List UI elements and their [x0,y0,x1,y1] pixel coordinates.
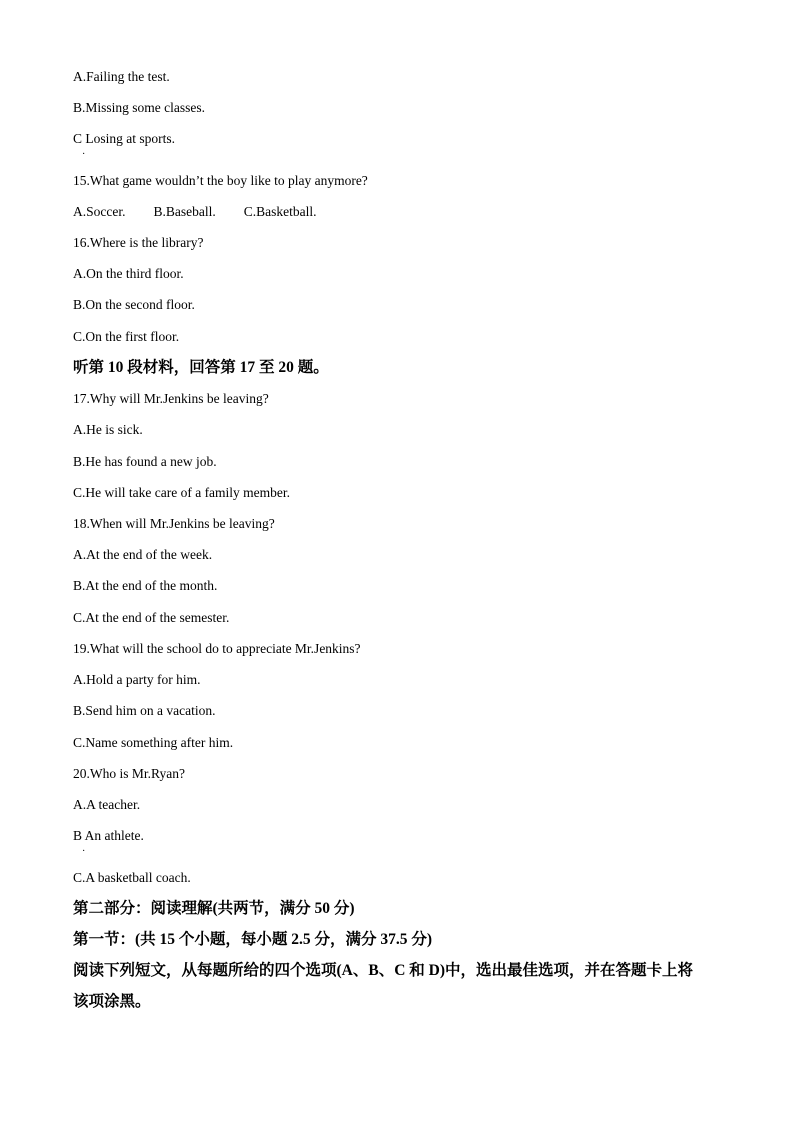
q17-question: 17.Why will Mr.Jenkins be leaving? [73,391,269,406]
q17-option-a: A.He is sick. [73,422,143,437]
q15-option-c: C.Basketball. [243,204,317,219]
q20-option-a: A.A teacher. [73,797,141,812]
q18-option-c: C.At the end of the semester. [73,610,230,625]
q17-option-c: C.He will take care of a family member. [73,485,291,500]
q18-option-a: A.At the end of the week. [73,547,213,562]
q15-options-row [73,204,344,220]
section10-heading: 听第 10 段材料，回答第 17 至 20 题。 [73,359,329,376]
q18-option-b: B.At the end of the month. [73,578,218,593]
q15-question: 15.What game wouldn’t the boy like to play anymore? [73,173,368,188]
q19-option-b: B.Send him on a vacation. [73,703,216,718]
instruction-line-1: 阅读下列短文，从每题所给的四个选项(A、B、C 和 D)中，选出最佳选项，并在答题卡上将 [73,962,693,979]
q19-option-c: C.Name something after him. [73,735,234,750]
q19-question: 19.What will the school do to appreciate Mr.Jenkins? [73,641,361,656]
q19-option-a: A.Hold a party for him. [73,672,201,687]
stray-dot: · [82,149,86,160]
q16-option-a: A.On the third floor. [73,266,184,281]
q20-option-c: C.A basketball coach. [73,870,191,885]
instruction-line-2: 该项涂黑。 [73,993,151,1010]
q18-question: 18.When will Mr.Jenkins be leaving? [73,516,275,531]
q20-option-b: B An athlete. [73,828,144,843]
q14-option-c: C Losing at sports. [73,131,176,146]
q15-option-b: B.Baseball. [153,204,216,219]
q15-option-a: A.Soccer. [73,204,126,219]
q16-option-c: C.On the first floor. [73,329,180,344]
q20-question: 20.Who is Mr.Ryan? [73,766,185,781]
q16-question: 16.Where is the library? [73,235,204,250]
q14-option-a: A.Failing the test. [73,69,170,84]
q16-option-b: B.On the second floor. [73,297,195,312]
section1-heading: 第一节：(共 15 个小题，每小题 2.5 分，满分 37.5 分) [73,931,433,948]
stray-dot: · [82,846,86,857]
q17-option-b: B.He has found a new job. [73,454,217,469]
q14-option-b: B.Missing some classes. [73,100,206,115]
part2-heading: 第二部分：阅读理解(共两节，满分 50 分) [73,900,355,917]
